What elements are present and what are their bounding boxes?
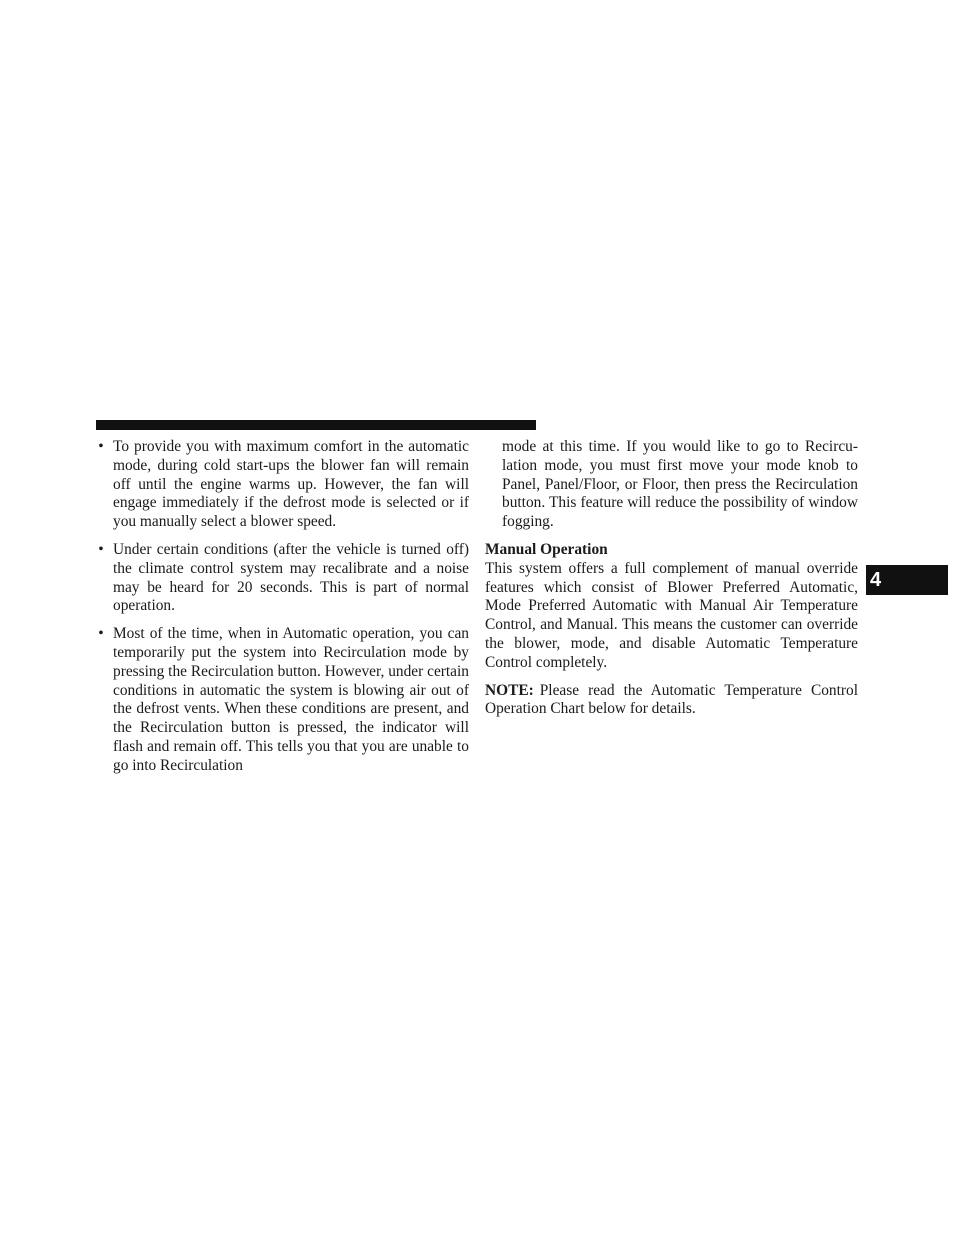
right-column — [485, 438, 858, 728]
note-text: Please read the Automatic Temperature Control Operation Chart below for details. — [485, 681, 858, 718]
bullet-dot-icon: • — [98, 438, 104, 455]
bullet-text: Under certain conditions (after the vehicle is turned off) the climate control system may recalibrate and a noise may be heard for 20 seconds. This is part of normal operation. — [113, 540, 469, 615]
body-paragraph: This system offers a full complement of manual override features which consist of Blower Preferred Automatic, Mode Preferred Automatic with Manual Air Temperature Control, and Manual. This means the customer can override the blower, mode, and disable Automatic Temperature Control completely. — [485, 559, 858, 671]
bullet-dot-icon: • — [98, 540, 104, 558]
bullet-text: To provide you with maximum comfort in the automatic mode, during cold start-ups the blower fan will remain off until the engine warms up. However, the fan will engage immediately if the defrost mode is selected or if you manually select a blower speed. — [113, 438, 469, 531]
bullet-item — [96, 625, 469, 775]
bullet-dot-icon: • — [98, 625, 104, 643]
bullet-item — [96, 438, 469, 532]
chapter-tab — [866, 565, 948, 595]
left-column — [96, 438, 469, 785]
bullet-text: Most of the time, when in Automatic operation, you can temporarily put the system into Recirculation mode by pressing the Recirculation button. However, under certain conditions in automatic the system is blowing air out of the defrost vents. When these conditions are present, and the Recirculation button is pressed, the indicator will flash and remain off. This tells you that you are unable to go into Recirculation — [113, 625, 469, 774]
section-heading: Manual Operation — [485, 540, 608, 558]
bullet-list — [96, 438, 469, 776]
chapter-number: 4 — [870, 569, 882, 591]
bullet-continuation-text: mode at this time. If you would like to go to Recirculation mode, you must first move your mode knob to Panel, Panel/Floor, or Floor, then press the Recirculation button. This feature will reduce the possibility of window fogging. — [502, 438, 858, 531]
bullet-item — [96, 541, 469, 616]
note-label: NOTE: — [485, 681, 534, 699]
note-paragraph — [485, 682, 858, 720]
section-top-rule — [96, 420, 536, 430]
